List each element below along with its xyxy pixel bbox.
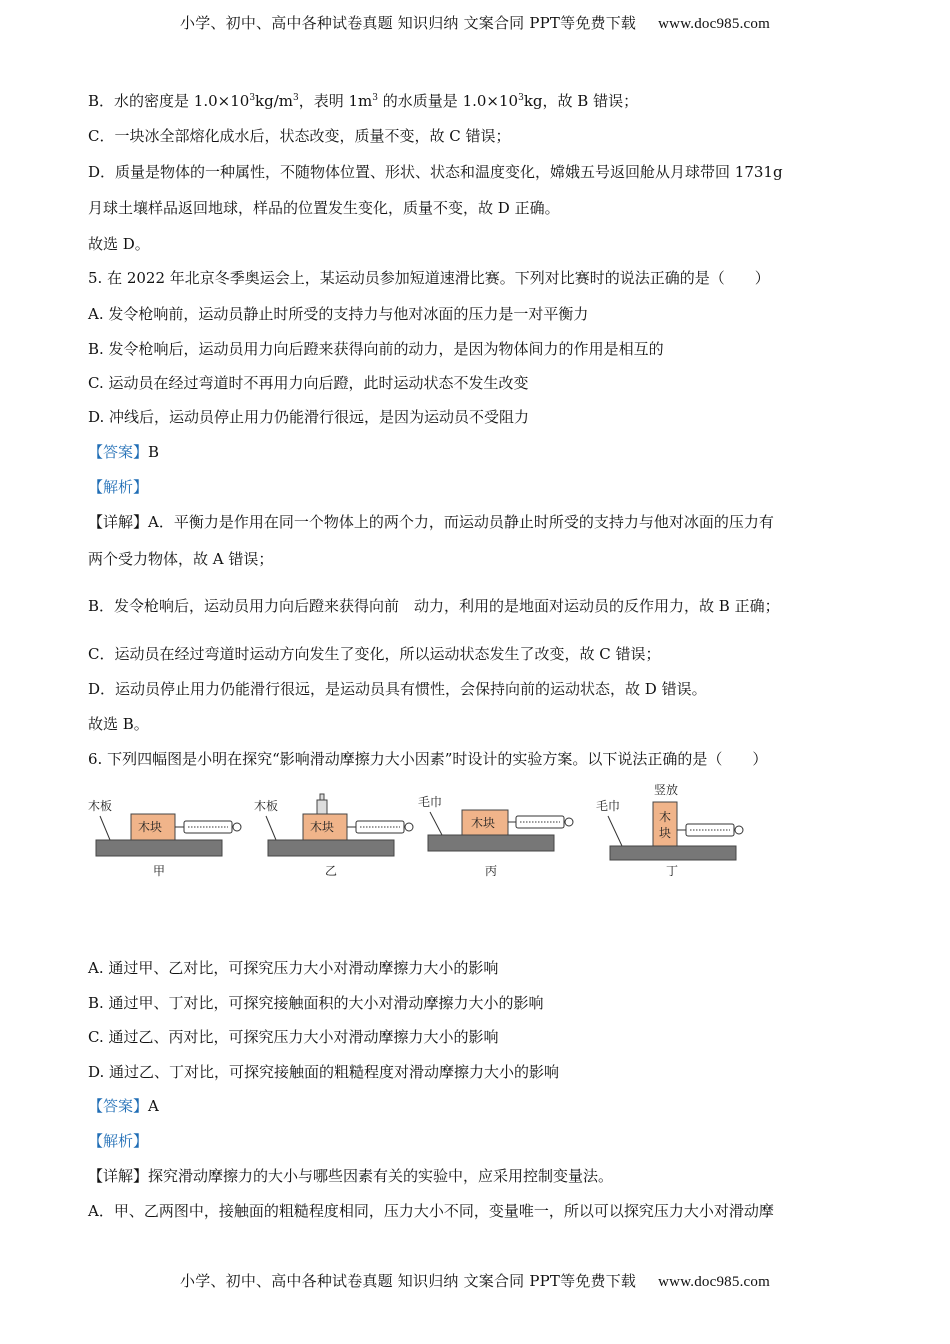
q5-option-b: B. 发令枪响后，运动员用力向后蹬来获得向前的动力，是因为物体间力的作用是相互的 bbox=[88, 340, 664, 358]
figure-yi bbox=[254, 794, 413, 878]
q4-option-b-explanation: B．水的密度是 $1.0\times 10^3kg/m^3$，表明 $1m^3$ 的水质量是 $1.0\times 10^3kg$，故 B 错误； bbox=[88, 92, 639, 110]
q4-option-d-explanation-1: D．质量是物体的一种属性，不随物体位置、形状、状态和温度变化，嫦娥五号返回舱从月球带回 1731g bbox=[88, 163, 783, 181]
q6-option-c: C. 通过乙、丙对比，可探究压力大小对滑动摩擦力大小的影响 bbox=[88, 1028, 499, 1046]
block-ding-label-1: 木 bbox=[659, 810, 672, 824]
q5-detail-d: D．运动员停止用力仍能滑行很远，是运动员具有惯性，会保持向前的运动状态，故 D 错误。 bbox=[88, 680, 707, 698]
caption-jia: 甲 bbox=[153, 864, 166, 878]
site-link[interactable]: www.doc985.com bbox=[658, 16, 770, 32]
friction-experiment-figure bbox=[88, 780, 768, 885]
q5-answer: 【答案】B bbox=[88, 443, 160, 461]
q5-analysis-label: 【解析】 bbox=[88, 478, 149, 496]
q6-option-b: B. 通过甲、丁对比，可探究接触面积的大小对滑动摩擦力大小的影响 bbox=[88, 994, 544, 1012]
q5-option-c: C. 运动员在经过弯道时不再用力向后蹬，此时运动状态不发生改变 bbox=[88, 374, 529, 392]
block-bing-label: 木块 bbox=[471, 816, 496, 830]
label-board-yi: 木板 bbox=[254, 799, 279, 813]
figure-ding bbox=[596, 782, 743, 878]
site-link-footer[interactable]: www.doc985.com bbox=[658, 1274, 770, 1290]
q5-option-a: A. 发令枪响前，运动员静止时所受的支持力与他对冰面的压力是一对平衡力 bbox=[88, 305, 589, 323]
figure-jia bbox=[88, 798, 241, 878]
q6-answer: 【答案】A bbox=[88, 1097, 159, 1115]
block-yi-label: 木块 bbox=[310, 820, 335, 834]
q6-analysis-label: 【解析】 bbox=[88, 1132, 149, 1150]
q4-option-c-explanation: C．一块冰全部熔化成水后，状态改变，质量不变，故 C 错误； bbox=[88, 127, 511, 145]
block-jia-label: 木块 bbox=[138, 820, 163, 834]
label-towel-bing: 毛巾 bbox=[418, 795, 443, 809]
block-ding-label-2: 块 bbox=[659, 826, 672, 840]
q6-option-a: A. 通过甲、乙对比，可探究压力大小对滑动摩擦力大小的影响 bbox=[88, 959, 499, 977]
page-header: 小学、初中、高中各种试卷真题 知识归纳 文案合同 PPT等免费下载 www.doc985.com bbox=[180, 14, 770, 32]
q4-option-d-explanation-2: 月球土壤样品返回地球，样品的位置发生变化，质量不变，故 D 正确。 bbox=[88, 199, 560, 217]
q5-detail-b: B．发令枪响后，运动员用力向后蹬来获得向前 动力，利用的是地面对运动员的反作用力，故 B 正确； bbox=[88, 597, 780, 615]
q5-option-d: D. 冲线后，运动员停止用力仍能滑行很远，是因为运动员不受阻力 bbox=[88, 408, 530, 426]
figure-bing bbox=[418, 794, 573, 878]
q6-option-d: D. 通过乙、丁对比，可探究接触面的粗糙程度对滑动摩擦力大小的影响 bbox=[88, 1063, 560, 1081]
q5-detail-a-1: 【详解】A．平衡力是作用在同一个物体上的两个力，而运动员静止时所受的支持力与他对冰面的压力有 bbox=[88, 513, 774, 531]
label-towel-ding: 毛巾 bbox=[596, 799, 621, 813]
caption-ding: 丁 bbox=[666, 864, 679, 878]
q6-detail-a: A．甲、乙两图中，接触面的粗糙程度相同，压力大小不同，变量唯一，所以可以探究压力大小对滑动摩 bbox=[88, 1202, 774, 1220]
label-board-jia: 木板 bbox=[88, 799, 113, 813]
q5-detail-a-2: 两个受力物体，故 A 错误； bbox=[88, 550, 274, 568]
page-footer: 小学、初中、高中各种试卷真题 知识归纳 文案合同 PPT等免费下载 www.doc985.com bbox=[180, 1272, 770, 1290]
q5-choose: 故选 B。 bbox=[88, 715, 149, 733]
caption-bing: 丙 bbox=[485, 864, 498, 878]
q6-stem: 6. 下列四幅图是小明在探究“影响滑动摩擦力大小因素”时设计的实验方案。以下说法正确的是（ ） bbox=[88, 750, 768, 768]
q5-stem: 5. 在 2022 年北京冬季奥运会上，某运动员参加短道速滑比赛。下列对比赛时的说法正确的是（ ） bbox=[88, 269, 770, 287]
label-vertical: 竖放 bbox=[654, 783, 679, 797]
q5-detail-c: C．运动员在经过弯道时运动方向发生了变化，所以运动状态发生了改变，故 C 错误； bbox=[88, 645, 661, 663]
caption-yi: 乙 bbox=[325, 864, 338, 878]
q4-choose: 故选 D。 bbox=[88, 235, 150, 253]
q6-detail: 【详解】探究滑动摩擦力的大小与哪些因素有关的实验中，应采用控制变量法。 bbox=[88, 1167, 614, 1185]
